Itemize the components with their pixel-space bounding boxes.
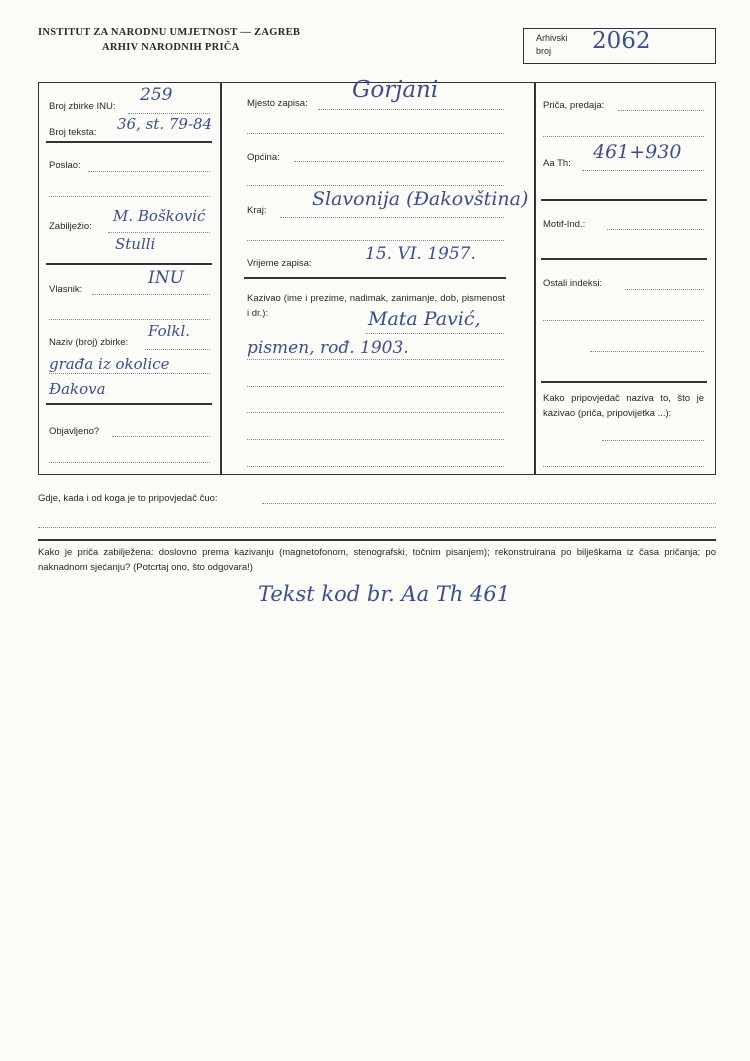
- right-divider: [534, 82, 536, 475]
- aath-label: Aa Th:: [543, 158, 571, 169]
- gdje-kada-label: Gdje, kada i od koga je to pripovjedač čuo:: [38, 493, 218, 504]
- mjesto-zapisa-value: Gorjani: [352, 77, 439, 103]
- vlasnik-value: INU: [148, 268, 184, 288]
- poslao-label: Poslao:: [49, 160, 81, 171]
- naziv-zbirke-label: Naziv (broj) zbirke:: [49, 337, 129, 348]
- arhivski-value: 2062: [592, 28, 651, 54]
- arhivski-label: Arhivski: [536, 33, 568, 43]
- mjesto-zapisa-label: Mjesto zapisa:: [247, 98, 308, 109]
- naziv-value-2: građa iz okolice: [49, 355, 170, 373]
- opcina-label: Općina:: [247, 152, 280, 163]
- zabiljezio-value-2: Stulli: [115, 235, 156, 253]
- broj-teksta-label: Broj teksta:: [49, 127, 97, 138]
- kako-zabiljezena-text: Kako je priča zabilježena: doslovno prema kazivanju (magnetofonom, stenografski, točnim pisanjem); rekonstruirana po bilješkama iz časa pričanja; po naknadnom sjećanju? (Potcrtaj ono, što odgovara!): [38, 547, 716, 573]
- vlasnik-label: Vlasnik:: [49, 284, 83, 295]
- naziv-value-3: Đakova: [49, 380, 106, 398]
- kraj-label: Kraj:: [247, 205, 267, 216]
- kazivao-value-1: Mata Pavić,: [368, 308, 481, 330]
- aath-value: 461+930: [593, 141, 682, 163]
- vrijeme-zapisa-value: 15. VI. 1957.: [365, 244, 476, 264]
- kako-naziva-label: Kako pripovjedač naziva to, što je kazivao (priča, pripovijetka ...):: [543, 393, 704, 419]
- vrijeme-zapisa-label: Vrijeme zapisa:: [247, 258, 312, 269]
- kazivao-label: Kazivao (ime i prezime, nadimak, zanimanje, dob, pismenost i dr.):: [247, 293, 505, 319]
- broj-zbirke-label: Broj zbirke INU:: [49, 101, 116, 112]
- broj-label: broj: [536, 46, 552, 56]
- ostali-indeksi-label: Ostali indeksi:: [543, 278, 603, 289]
- objavljeno-label: Objavljeno?: [49, 426, 100, 437]
- institute-name: INSTITUT ZA NARODNU UMJETNOST — ZAGREB: [38, 27, 301, 38]
- archive-name: ARHIV NARODNIH PRIČA: [102, 42, 240, 53]
- left-divider: [220, 82, 222, 475]
- broj-teksta-value: 36, st. 79-84: [117, 115, 213, 133]
- zabiljezio-value-1: M. Bošković: [113, 207, 206, 225]
- zabiljezio-label: Zabilježio:: [49, 221, 92, 232]
- kraj-value: Slavonija (Đakovština): [312, 188, 529, 210]
- arhivski-broj-box: [523, 28, 716, 64]
- broj-zbirke-value: 259: [140, 85, 173, 105]
- handwritten-note: Tekst kod br. Aa Th 461: [258, 582, 511, 606]
- motif-ind-label: Motif-Ind.:: [543, 219, 586, 230]
- kazivao-value-2: pismen, rođ. 1903.: [247, 338, 409, 358]
- prica-predaja-label: Priča, predaja:: [543, 100, 605, 111]
- naziv-value-1: Folkl.: [148, 322, 191, 340]
